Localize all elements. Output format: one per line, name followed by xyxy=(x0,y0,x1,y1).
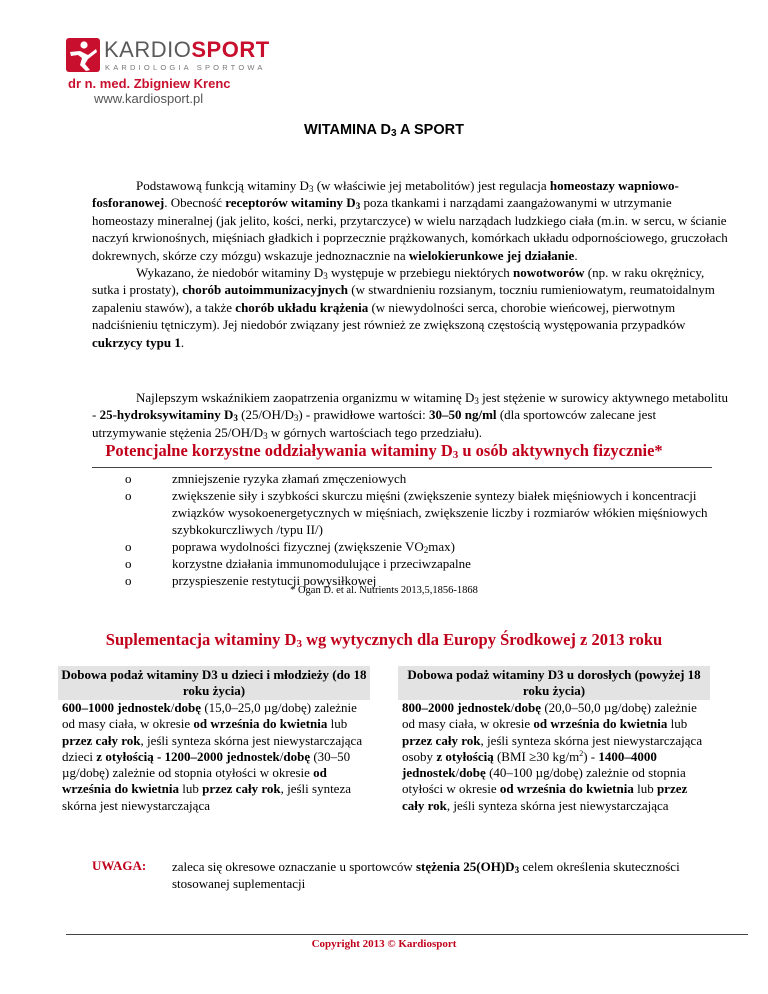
website-link[interactable]: www.kardiosport.pl xyxy=(94,91,204,106)
brand-subtitle: KARDIOLOGIA SPORTOWA xyxy=(105,63,266,72)
section-heading-benefits: Potencjalne korzystne oddziaływania witaminy $D_3$ u osób aktywnych fizycznie* xyxy=(105,441,663,461)
brand-name: KARDIOSPORT xyxy=(104,37,270,62)
children-column xyxy=(58,666,370,814)
doctor-name: dr n. med. Zbigniew Krenc xyxy=(68,76,231,91)
kardiosport-logo-icon xyxy=(66,38,100,72)
copyright: Copyright 2013 © Kardiosport xyxy=(311,938,457,950)
list-item: o zwiększenie siły i szybkości skurczu mięśni (zwiększenie syntezy białek mięśniowych i koncentracji związków wysokoenergetycznych w mięśniach, zwiększenie liczby i rozmiarów włókien mięśniowych szybkokurczliwych /typu II/) xyxy=(125,488,708,537)
adults-header: Dobowa podaż witaminy D3 u dorosłych (powyżej 18 roku życia) xyxy=(398,666,710,700)
list-item: o przyspieszenie restytucji powysiłkowej xyxy=(125,573,377,588)
children-header: Dobowa podaż witaminy D3 u dzieci i młodzieży (do 18 roku życia) xyxy=(58,666,370,700)
paragraph-1: Podstawową funkcją witaminy $D_3$ (w właściwie jej metabolitów) jest regulacja homeostazy wapniowo-fosforanowej. Obecność receptorów witaminy $D_3$ poza tkankami i narządami zaangażowanymi w utrzymanie homeostazy mineralnej (jak jelito, kości, nerki, przytarczyce) w wielu narządach ludzkiego ciała (m.in. w sercu, w ścianie naczyń krwionośnych, mięśniach gładkich i poprzecznie prążkowanych, komórkach układu odpornościowego, gruczołach dokrewnych, skórze czy mózgu) wskazuje jednoznacznie na wielokierunkowe jej działanie. xyxy=(92,178,728,263)
paragraph-3: Najlepszym wskaźnikiem zaopatrzenia organizmu w witaminę $D_3$ jest stężenie w surowicy aktywnego metabolitu - 25-hydroksywitaminy $D_3$ $(25/OH/D_3)$ - prawidłowe wartości: 30–50 ng/ml (dla sportowców zalecane jest utrzymywanie stężenia $25/OH/D_3$ w górnych wartościach tego przedziału). xyxy=(92,390,728,441)
note-label: UWAGA: xyxy=(92,858,147,873)
adults-column xyxy=(398,666,710,814)
page-title: WITAMINA $D_3$ A SPORT xyxy=(304,122,464,139)
adults-body: 800–2000 jednostek/dobę (20,0–50,0 µg/dobę) zależnie od masy ciała, w okresie od września do kwietnia lub przez cały rok, jeśli synteza skórna jest niewystarczająca osoby z otyłością (BMI ≥30 $kg/m^2) - 1400-4000$ jednostek/dobę (40–100 µg/dobę) zależnie od stopnia otyłości w okresie od września do kwietnia lub przez cały rok, jeśli synteza skórna jest niewystarczająca xyxy=(402,700,703,813)
divider xyxy=(92,467,712,468)
children-body: 600–1000 jednostek/dobę (15,0–25,0 µg/dobę) zależnie od masy ciała, w okresie od września do kwietnia lub przez cały rok, jeśli synteza skórna jest niewystarczająca dzieci z otyłością - 1200–2000 jednostek/dobę (30–50 µg/dobę) zależnie od stopnia otyłości w okresie od września do kwietnia lub przez cały rok, jeśli synteza skórna jest niewystarczająca xyxy=(62,700,363,813)
list-item: o zmniejszenie ryzyka złamań zmęczeniowych xyxy=(125,471,407,486)
list-item: o poprawa wydolności fizycznej (zwiększenie $VO_2\max$) xyxy=(125,539,455,555)
citation: * Ogan D. et al. Nutrients 2013,5,1856-1868 xyxy=(290,585,478,596)
note-text: zaleca się okresowe oznaczanie u sportowców stężenia $25(OH)D_3$ celem określenia skuteczności stosowanej suplementacji xyxy=(172,859,680,892)
paragraph-2: Wykazano, że niedobór witaminy $D_3$ występuje w przebiegu niektórych nowotworów (np. w raku okrężnicy, sutka i prostaty), chorób autoimmunizacyjnych (w stwardnieniu rozsianym, toczniu rumieniowatym, reumatoidalnym zapaleniu stawów), a także chorób układu krążenia (w niewydolności serca, chorobie wieńcowej, pierwotnym nadciśnieniu tętniczym). Jej niedobór związany jest również ze zwiększoną częstością występowania przypadków cukrzycy typu 1. xyxy=(92,265,715,350)
dosage-table xyxy=(58,666,719,813)
benefits-list xyxy=(92,470,732,589)
list-item: o korzystne działania immunomodulujące i przeciwzapalne xyxy=(125,556,471,571)
section-heading-supplementation: Suplementacja witaminy $D_3$ wg wytycznych dla Europy Środkowej z 2013 roku xyxy=(105,630,663,650)
intro-paragraphs xyxy=(92,177,732,351)
footer-divider xyxy=(66,934,748,935)
